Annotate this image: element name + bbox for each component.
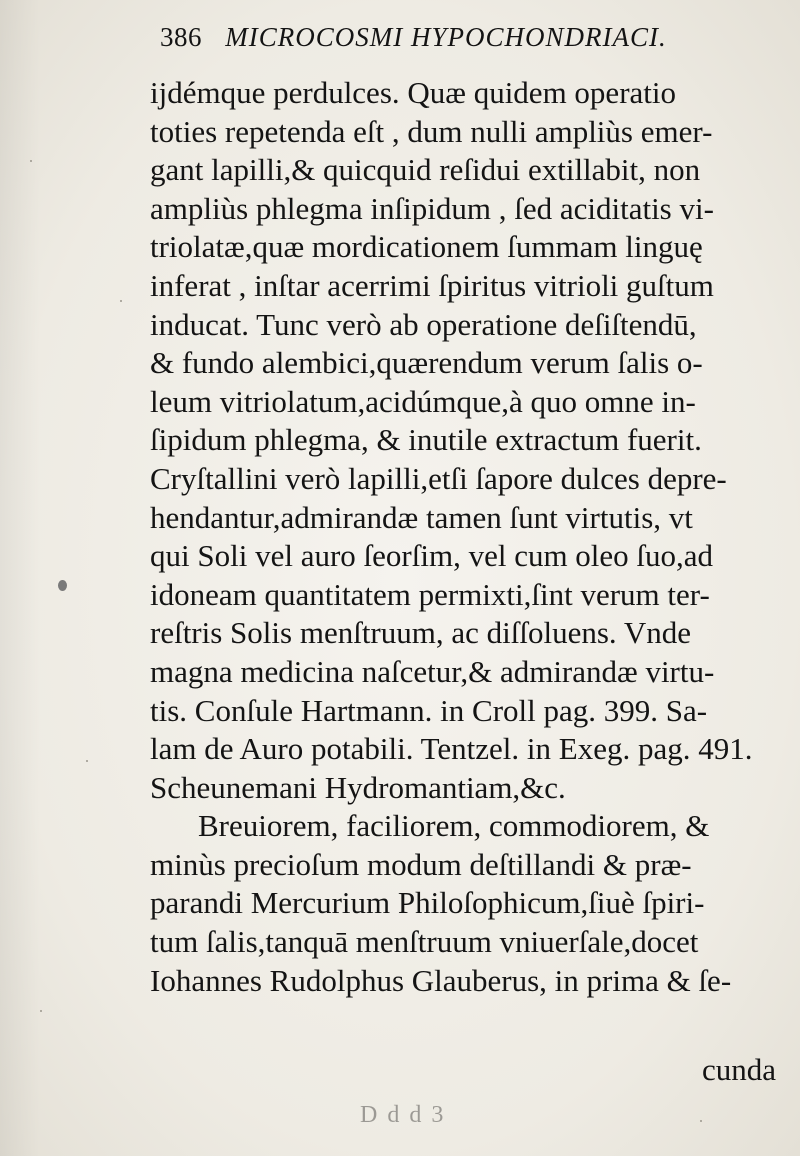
text-line: minùs precioſum modum deſtillandi & præ- [150,846,692,882]
text-line: toties repetenda eſt , dum nulli ampliùs emer- [150,113,713,149]
signature-mark: D d d 3 [360,1102,446,1128]
ink-blot [58,580,67,591]
body-text [150,74,790,1000]
text-line: parandi Mercurium Philoſophicum,ſiuè ſpiri- [150,885,705,921]
text-line: tum ſalis,tanquā menſtruum vniuerſale,docet [150,924,699,960]
paper-speck [86,760,88,762]
text-line: idoneam quantitatem permixti,ſint verum ter- [150,576,710,612]
text-line: reſtris Solis menſtruum, ac diſſoluens. Vnde [150,615,692,651]
text-line: leum vitriolatum,acidúmque,à quo omne in- [150,383,696,419]
text-line-paragraph-start: Breuiorem, faciliorem, commodiorem, & [198,808,710,844]
text-line: ijdémque perdulces. Quæ quidem operatio [150,75,677,110]
text-line: Scheunemani Hydromantiam,&c. [150,769,566,805]
paper-speck [700,1120,702,1122]
text-line: inducat. Tunc verò ab operatione deſiſtendū, [150,306,697,342]
text-line: & fundo alembici,quærendum verum ſalis o- [150,345,703,381]
paper-speck [40,1010,42,1012]
text-line: tis. Conſule Hartmann. in Croll pag. 399. Sa- [150,692,708,728]
text-line: lam de Auro potabili. Tentzel. in Exeg. pag. 491. [150,731,753,767]
text-line: hendantur,admirandæ tamen ſunt virtutis, vt [150,499,693,535]
text-line: qui Soli vel auro ſeorſim, vel cum oleo ſuo,ad [150,538,714,574]
text-line: magna medicina naſcetur,& admirandæ virtu- [150,653,715,689]
gutter-shadow [0,0,40,1156]
text-line: ampliùs phlegma inſipidum , ſed aciditatis vi- [150,190,714,226]
text-line: inferat , inſtar acerrimi ſpiritus vitrioli guſtum [150,267,714,303]
page-number: 386 [160,22,202,52]
text-line: triolatæ,quæ mordicationem ſummam linguę [150,229,703,265]
text-line: gant lapilli,& quicquid reſidui extillabit, non [150,152,701,188]
paper-speck [30,160,32,162]
text-line: Iohannes Rudolphus Glauberus, in prima & ſe- [150,962,732,998]
running-title: MICROCOSMI HYPOCHONDRIACI. [225,22,667,52]
text-line: Cryſtallini verò lapilli,etſi ſapore dulces depre- [150,460,727,496]
page-header [160,22,667,53]
catchword: cunda [701,1052,776,1087]
text-line: ſipidum phlegma, & inutile extractum fuerit. [150,422,702,458]
paper-speck [120,300,122,302]
